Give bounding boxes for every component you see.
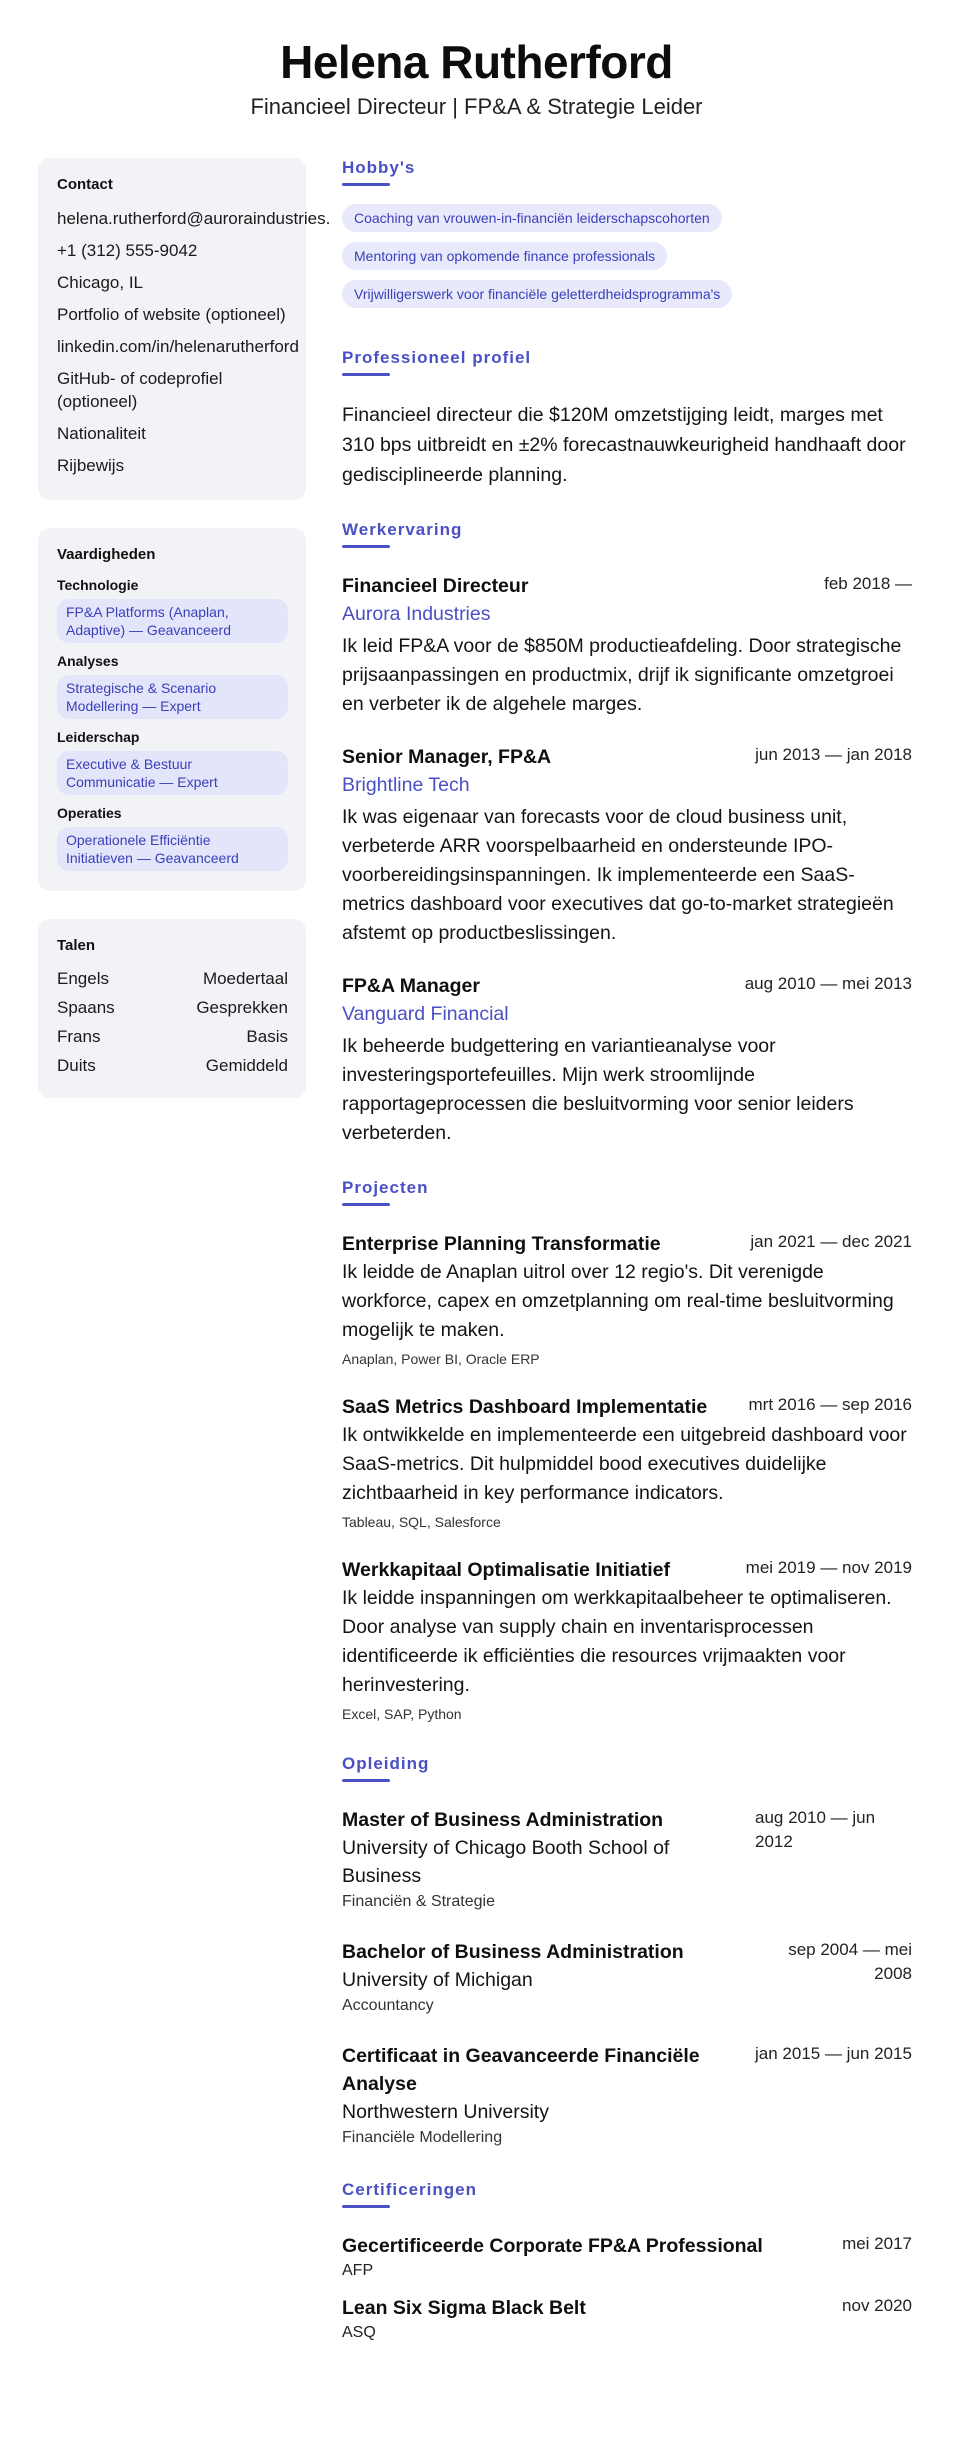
language-level: Basis (246, 1027, 288, 1046)
language-level: Gesprekken (196, 998, 288, 1017)
project-name: Werkkapitaal Optimalisatie Initiatief (342, 1559, 670, 1581)
project-tech: Tableau, SQL, Salesforce (342, 1514, 501, 1530)
skill-pill: Strategische & Scenario Modellering — Expert (57, 675, 288, 719)
project-entry (342, 1393, 912, 1532)
certification-name: Gecertificeerde Corporate FP&A Professional (342, 2235, 763, 2257)
contact-title: Contact (57, 176, 113, 193)
candidate-name: Helena Rutherford (280, 36, 673, 88)
hobby-pill: Coaching van vrouwen-in-financiën leiderschapscohorten (342, 204, 722, 232)
skill-category: Operaties (57, 805, 122, 821)
language-row (57, 1026, 288, 1048)
languages-card (38, 919, 306, 1098)
job-title: FP&A Manager (342, 975, 480, 997)
project-date: mei 2019 — nov 2019 (745, 1558, 912, 1577)
experience-entry (342, 743, 912, 948)
project-entry (342, 1230, 912, 1369)
job-date: feb 2018 — (824, 574, 912, 593)
section-title: Professioneel profiel (342, 348, 912, 376)
skill-pill: Executive & Bestuur Communicatie — Expert (57, 751, 288, 795)
experience-section (342, 520, 912, 1148)
main-content (342, 158, 912, 2374)
profile-text: Financieel directeur die $120M omzetstijging leidt, marges met 310 bps uitbreidt en ±2% forecastnauwkeurigheid handhaaft door gedisciplineerde planning. (342, 404, 906, 486)
school-name: Northwestern University (342, 2101, 549, 2123)
hobby-pill: Mentoring van opkomende finance professionals (342, 242, 667, 270)
skills-title: Vaardigheden (57, 546, 156, 563)
certification-issuer: ASQ (342, 2324, 376, 2341)
language-row (57, 997, 288, 1019)
hobbies-section (342, 158, 912, 318)
resume-header (0, 0, 953, 122)
section-title: Werkervaring (342, 520, 912, 548)
profile-section (342, 348, 912, 490)
contact-github[interactable]: GitHub- of codeprofiel (optioneel) (57, 369, 223, 411)
certification-date: nov 2020 (842, 2296, 912, 2315)
project-description: Ik leidde de Anaplan uitrol over 12 regio's. Dit verenigde workforce, capex en omzetplanning om real-time besluitvorming mogelijk te maken. (342, 1261, 894, 1341)
certification-date: mei 2017 (842, 2234, 912, 2253)
language-level: Moedertaal (202, 969, 288, 988)
skill-pill: FP&A Platforms (Anaplan, Adaptive) — Geavanceerd (57, 599, 288, 643)
project-entry (342, 1556, 912, 1724)
education-section (342, 1754, 912, 2150)
skill-category: Leiderschap (57, 729, 140, 745)
project-name: SaaS Metrics Dashboard Implementatie (342, 1396, 708, 1418)
hobby-pill: Vrijwilligerswerk voor financiële geletterdheidsprogramma's (342, 280, 732, 308)
contact-location: Chicago, IL (57, 273, 143, 292)
project-name: Enterprise Planning Transformatie (342, 1233, 661, 1255)
certification-issuer: AFP (342, 2262, 374, 2279)
contact-license: Rijbewijs (57, 456, 125, 475)
contact-phone[interactable]: +1 (312) 555-9042 (57, 241, 198, 260)
job-date: jun 2013 — jan 2018 (755, 745, 912, 764)
study-field: Financiën & Strategie (342, 1893, 495, 1910)
projects-section (342, 1178, 912, 1724)
certifications-section (342, 2180, 912, 2344)
skill-pill: Operationele Efficiëntie Initiatieven — Geavanceerd (57, 827, 288, 871)
language-level: Gemiddeld (205, 1056, 288, 1075)
section-title: Projecten (342, 1178, 912, 1206)
language-name: Frans (57, 1027, 101, 1046)
education-date: sep 2004 — mei 2008 (788, 1940, 912, 1983)
contact-card (38, 158, 331, 500)
job-description: Ik was eigenaar van forecasts voor de cloud business unit, verbeterde ARR voorspelbaarheid en ondersteunde IPO-voorbereidingsinspanningen. Ik implementeerde een SaaS-metrics dashboard voor executives dat go-to-market strategieën afstemt op productbeslissingen. (342, 806, 894, 944)
project-description: Ik ontwikkelde en implementeerde een uitgebreid dashboard voor SaaS-metrics. Dit hulpmiddel bood executives duidelijke zichtbaarheid in key performance indicators. (342, 1424, 907, 1504)
company-name: Brightline Tech (342, 774, 470, 796)
company-name: Vanguard Financial (342, 1003, 509, 1025)
language-name: Engels (57, 969, 109, 988)
language-row (57, 968, 288, 990)
candidate-subtitle: Financieel Directeur | FP&A & Strategie Leider (250, 94, 703, 119)
sidebar (38, 158, 331, 1126)
section-title: Certificeringen (342, 2180, 912, 2208)
company-name: Aurora Industries (342, 603, 491, 625)
study-field: Financiële Modellering (342, 2129, 503, 2146)
degree-name: Master of Business Administration (342, 1809, 664, 1831)
school-name: University of Chicago Booth School of Business (342, 1837, 670, 1887)
degree-name: Bachelor of Business Administration (342, 1941, 684, 1963)
job-description: Ik leid FP&A voor de $850M productieafdeling. Door strategische prijsaanpassingen en productmix, drijf ik significante omzetgroei en verbeter ik de algehele marges. (342, 635, 902, 715)
job-description: Ik beheerde budgettering en variantieanalyse voor investeringsportefeuilles. Mijn werk stroomlijnde rapportageprocessen die besluitvorming voor senior leiders verbeterden. (342, 1035, 854, 1144)
certification-entry (342, 2232, 912, 2282)
experience-entry (342, 972, 912, 1148)
languages-title: Talen (57, 937, 96, 954)
project-date: mrt 2016 — sep 2016 (748, 1395, 912, 1414)
contact-linkedin[interactable]: linkedin.com/in/helenarutherford (57, 337, 299, 356)
section-title: Opleiding (342, 1754, 912, 1782)
job-title: Senior Manager, FP&A (342, 746, 552, 768)
school-name: University of Michigan (342, 1969, 533, 1991)
certification-name: Lean Six Sigma Black Belt (342, 2297, 586, 2319)
education-entry (342, 2042, 912, 2150)
study-field: Accountancy (342, 1997, 434, 2014)
education-date: jan 2015 — jun 2015 (755, 2044, 912, 2063)
certification-entry (342, 2294, 912, 2344)
contact-email[interactable]: helena.rutherford@auroraindustries. (57, 209, 331, 228)
project-date: jan 2021 — dec 2021 (750, 1232, 912, 1251)
skills-card (38, 528, 306, 891)
language-row (57, 1055, 288, 1077)
section-title: Hobby's (342, 158, 912, 186)
degree-name: Certificaat in Geavanceerde Financiële Analyse (342, 2045, 700, 2095)
job-date: aug 2010 — mei 2013 (744, 974, 912, 993)
education-entry (342, 1938, 912, 2018)
contact-nationality: Nationaliteit (57, 424, 146, 443)
experience-entry (342, 572, 912, 719)
language-name: Duits (57, 1056, 96, 1075)
education-entry (342, 1806, 912, 1914)
contact-portfolio[interactable]: Portfolio of website (optioneel) (57, 305, 286, 324)
language-name: Spaans (57, 998, 115, 1017)
education-date: aug 2010 — jun 2012 (755, 1808, 876, 1851)
job-title: Financieel Directeur (342, 575, 529, 597)
project-description: Ik leidde inspanningen om werkkapitaalbeheer te optimaliseren. Door analyse van supply chain en inventarisprocessen identificeerde ik efficiënties die resources vrijmaakten voor herinvestering. (342, 1587, 892, 1696)
skill-category: Analyses (57, 653, 119, 669)
project-tech: Anaplan, Power BI, Oracle ERP (342, 1351, 540, 1367)
skill-category: Technologie (57, 577, 139, 593)
project-tech: Excel, SAP, Python (342, 1706, 462, 1722)
